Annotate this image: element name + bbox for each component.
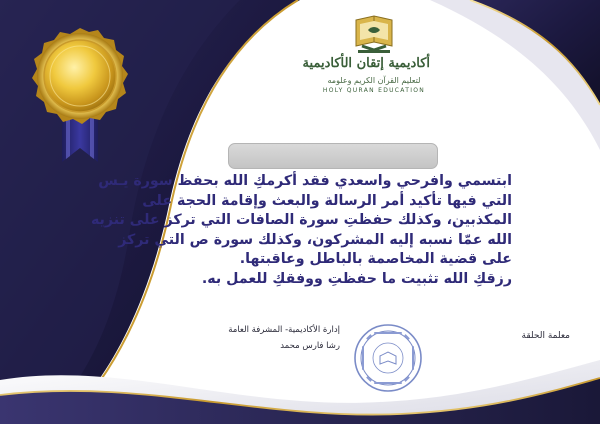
academy-tagline-en: HOLY QURAN EDUCATION [322, 87, 426, 94]
certificate-message [90, 172, 512, 289]
message-line: على قضية المخاصمة بالباطل وعاقبتها. [239, 251, 512, 267]
recipient-name-field [228, 143, 438, 169]
admin-title: إدارة الأكاديمية- المشرفة العامة [228, 325, 340, 335]
academy-logo [302, 12, 430, 96]
message-line: الله عمّا نسبه إليه المشركون، وكذلك سورة ص التي تركز [118, 231, 512, 248]
academy-name: أكاديمية إتقان الأكاديمية [302, 56, 430, 71]
message-line: رزقكِ الله تثبيت ما حفظتِ ووفقكِ للعمل به. [201, 270, 512, 287]
book-icon [356, 16, 392, 53]
stamp-icon [352, 322, 424, 394]
admin-signature [230, 325, 340, 351]
teacher-label: معلمة الحلقة [521, 331, 570, 341]
message-line: ابتسمي وافرحي واسعدي فقد أكرمكِ الله بحفظ سورة يـس [98, 173, 512, 189]
message-line: التي فيها تأكيد أمر الرسالة والبعث وإقامة الحجة على [142, 192, 512, 209]
admin-name: رشا فارس محمد [280, 341, 340, 351]
message-line: المكذبين، وكذلك حفظتِ سورة الصافات التي تركز على تنزيه [90, 212, 512, 228]
gold-medal-icon [32, 28, 128, 124]
academy-tagline-ar: لتعليم القرآن الكريم وعلومه [327, 76, 421, 85]
academy-logo-icon [318, 12, 430, 56]
